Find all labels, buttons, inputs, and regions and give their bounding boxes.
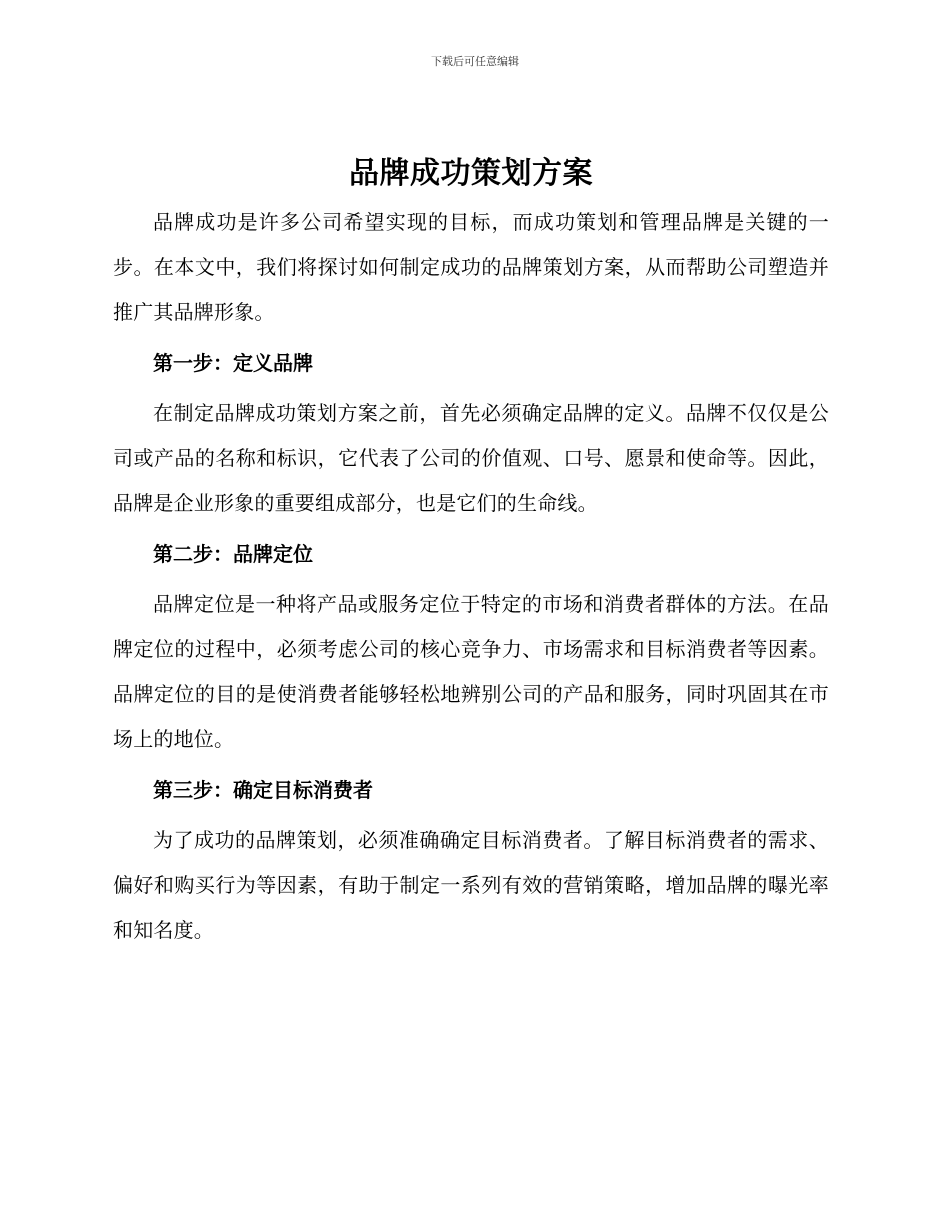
document-title: 品牌成功策划方案 — [349, 156, 593, 191]
section-body-step-1: 在制定品牌成功策划方案之前，首先必须确定品牌的定义。品牌不仅仅是公司或产品的名称和标识，它代表了公司的价值观、口号、愿景和使命等。因此，品牌是企业形象的重要组成部分，也是它们的生命线。 — [113, 401, 829, 515]
section-body-step-2: 品牌定位是一种将产品或服务定位于特定的市场和消费者群体的方法。在品牌定位的过程中，必须考虑公司的核心竞争力、市场需求和目标消费者等因素。品牌定位的目的是使消费者能够轻松地辨别公司的产品和服务，同时巩固其在市场上的地位。 — [113, 592, 829, 751]
section-heading-step-3: 第三步：确定目标消费者 — [153, 778, 373, 802]
page-header-note: 下载后可任意编辑 — [431, 55, 519, 68]
section-heading-step-1: 第一步：定义品牌 — [153, 351, 313, 375]
document-body — [113, 148, 829, 953]
intro-paragraph: 品牌成功是许多公司希望实现的目标，而成功策划和管理品牌是关键的一步。在本文中，我们将探讨如何制定成功的品牌策划方案，从而帮助公司塑造并推广其品牌形象。 — [113, 210, 829, 324]
section-body-step-3: 为了成功的品牌策划，必须准确确定目标消费者。了解目标消费者的需求、偏好和购买行为等因素，有助于制定一系列有效的营销策略，增加品牌的曝光率和知名度。 — [113, 828, 829, 942]
section-heading-step-2: 第二步：品牌定位 — [153, 542, 313, 566]
